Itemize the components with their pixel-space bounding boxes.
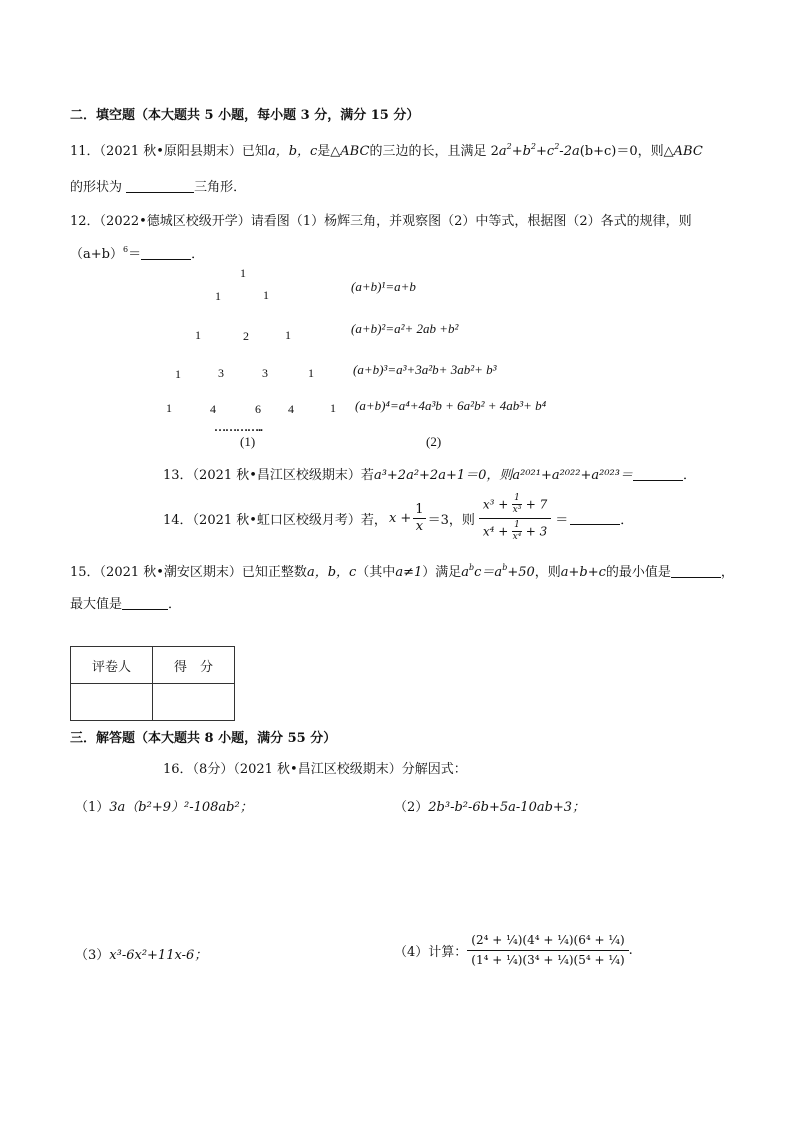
q16-part-2-label: （2）: [394, 800, 429, 815]
triangle-cell: 6: [255, 402, 261, 416]
q16-part-4-denominator: (1⁴ + ¼)(3⁴ + ¼)(5⁴ + ¼): [471, 952, 625, 967]
equation-3: (a+b)³=a³+3a²b+ 3ab²+ b³: [353, 362, 497, 377]
question-11-line-1: [70, 140, 703, 159]
q16-part-4-label: （4）计算：: [394, 944, 468, 960]
q11-triangle-name: ABC: [340, 144, 370, 159]
q14-denominator: [479, 519, 551, 543]
q16-part-4-period: .: [628, 942, 633, 958]
q13-answer-blank[interactable]: [633, 468, 683, 481]
q15-vars: a，b，c: [306, 565, 357, 580]
q11-shape-prompt: 的形状为: [70, 180, 123, 195]
q14-source: 14．（2021 秋•虹口区校级月考）若，: [163, 512, 387, 528]
q14-num-term: x³ +: [482, 497, 509, 512]
q15-text: （其中: [356, 565, 396, 580]
q11-vars: a，b，c: [267, 144, 318, 159]
triangle-cell: 1: [263, 288, 269, 302]
q11-text: 是△: [317, 144, 341, 159]
q16-part-2: [394, 796, 585, 815]
triangle-cell: 1: [215, 289, 221, 303]
q14-reciprocal: [413, 503, 425, 533]
triangle-cell: 2: [243, 329, 249, 343]
q16-part-3: [75, 944, 207, 963]
figure-2-caption: (2): [426, 434, 442, 449]
q14-reciprocal-den: x: [415, 518, 424, 534]
section-2-heading: 二．填空题（本大题共 5 小题，每小题 3 分，满分 15 分）: [70, 108, 420, 123]
equation-1: (a+b)¹=a+b: [351, 279, 416, 294]
q15-max-prompt: 最大值是: [70, 597, 123, 612]
q11-triangle-name-2: ABC: [673, 144, 703, 159]
q16-part-4-numerator: (2⁴ + ¼)(4⁴ + ¼)(6⁴ + ¼): [467, 934, 628, 951]
q11-condition: $a^2+b^2+c^2-2a$: [498, 142, 580, 159]
q15-source: 15．（2021 秋•潮安区期末）已知正整数: [70, 565, 307, 580]
grader-header: 评卷人: [71, 647, 153, 684]
q12-answer-blank[interactable]: [141, 247, 191, 260]
q15-condition-1: a≠1: [395, 565, 423, 580]
equation-4: (a+b)⁴=a⁴+4a³b + 6a²b² + 4ab³+ b⁴: [355, 398, 547, 413]
score-table: [70, 646, 235, 721]
triangle-cell: 4: [288, 402, 294, 416]
q14-period: ．: [620, 512, 634, 528]
q11-text-2: 的三边的长，且满足 2: [369, 144, 499, 159]
q14-equals: ＝: [555, 512, 569, 528]
triangle-cell: 1: [195, 328, 201, 342]
q14-condition: ＝3，则: [427, 512, 475, 528]
question-15-line-1: 15．（2021 秋•潮安区期末）已知正整数a，b，c（其中a≠1）满足$a^bc=a^b+50$，则a+b+c的最小值是 ，: [70, 563, 734, 580]
triangle-cell: 1: [308, 366, 314, 380]
triangle-dots: …………..: [214, 420, 262, 434]
q14-num-constant: + 7: [525, 497, 548, 512]
triangle-row-1: 1: [240, 266, 246, 280]
q15-sum: a+b+c: [560, 565, 606, 580]
question-12-line-2: $(a+b)^6=$ ．: [70, 245, 205, 262]
q11-condition-rest: (b+c)＝0，则△: [579, 144, 674, 159]
q13-expression: a²⁰²¹+a²⁰²²+a²⁰²³＝: [512, 468, 633, 483]
triangle-cell: 4: [210, 402, 216, 416]
question-16-title: 16．（8分）（2021 秋•昌江区校级期末）分解因式：: [163, 762, 467, 777]
q14-x-plus: x +: [388, 510, 412, 526]
q11-shape-suffix: 三角形．: [194, 180, 247, 195]
question-14: [163, 492, 634, 542]
q13-source: 13．（2021 秋•昌江区校级期末）若: [163, 468, 374, 483]
q14-reciprocal-num: 1: [415, 501, 424, 517]
q16-part-4-fraction: [467, 934, 628, 966]
triangle-cell: 1: [175, 367, 181, 381]
equation-2: (a+b)²=a²+ 2ab +b²: [351, 321, 459, 336]
triangle-cell: 3: [218, 366, 224, 380]
question-15-line-2: [70, 593, 181, 612]
q15-min-prompt: 的最小值是: [605, 565, 671, 580]
q14-den-term: x⁴ +: [482, 523, 509, 538]
figure-1-caption: (1): [240, 434, 256, 449]
q15-condition-2: $a^bc=a^b+50$: [461, 563, 535, 580]
q14-den-constant: + 3: [525, 523, 548, 538]
q15-period: ．: [168, 597, 182, 612]
q14-answer-blank[interactable]: [570, 512, 620, 525]
question-12-line-1: 12．（2022•德城区校级开学）请看图（1）杨辉三角，并观察图（2）中等式，根据图（2）各式的规律，则: [70, 214, 692, 229]
q13-period: ．: [682, 468, 696, 483]
triangle-cell: 1: [166, 401, 172, 415]
q14-num-small-frac: $\frac{1}{\text{x³}}$: [512, 492, 522, 516]
q14-den-small-frac: $\frac{1}{\text{x⁴}}$: [512, 519, 522, 542]
q15-text-2: ）满足: [422, 565, 462, 580]
q15-min-blank[interactable]: [671, 565, 721, 578]
q16-part-3-label: （3）: [75, 948, 110, 963]
q13-condition: a³+2a²+2a+1＝0，则: [373, 468, 513, 483]
q16-part-1-label: （1）: [75, 800, 110, 815]
q16-part-1-expression: 3a（b²+9）²-108ab²；: [109, 800, 253, 815]
q12-equals: ＝: [128, 247, 142, 262]
triangle-cell: 3: [262, 366, 268, 380]
score-cell[interactable]: [153, 684, 235, 721]
q11-source: 11．（2021 秋•原阳县期末）已知: [70, 144, 268, 159]
q14-numerator: [479, 494, 551, 519]
grader-cell[interactable]: [71, 684, 153, 721]
q16-part-1: [75, 796, 253, 815]
question-11-line-2: [70, 176, 246, 195]
q15-text-3: ，则: [534, 565, 561, 580]
q12-exponent: 6: [122, 245, 129, 254]
triangle-cell: 1: [285, 328, 291, 342]
q16-part-4: [394, 926, 633, 974]
q11-answer-blank[interactable]: [126, 180, 194, 193]
q12-binomial: （a+b）: [70, 247, 123, 262]
triangle-cell: 1: [330, 401, 336, 415]
question-13: [163, 464, 696, 483]
q15-max-blank[interactable]: [122, 597, 168, 610]
score-header: 得 分: [153, 647, 235, 684]
section-3-heading: 三．解答题（本大题共 8 小题，满分 55 分）: [70, 731, 337, 746]
q14-big-fraction: [479, 494, 551, 543]
q16-part-3-expression: x³-6x²+11x-6；: [109, 948, 208, 963]
q16-part-2-expression: 2b³-b²-6b+5a-10ab+3；: [428, 800, 586, 815]
